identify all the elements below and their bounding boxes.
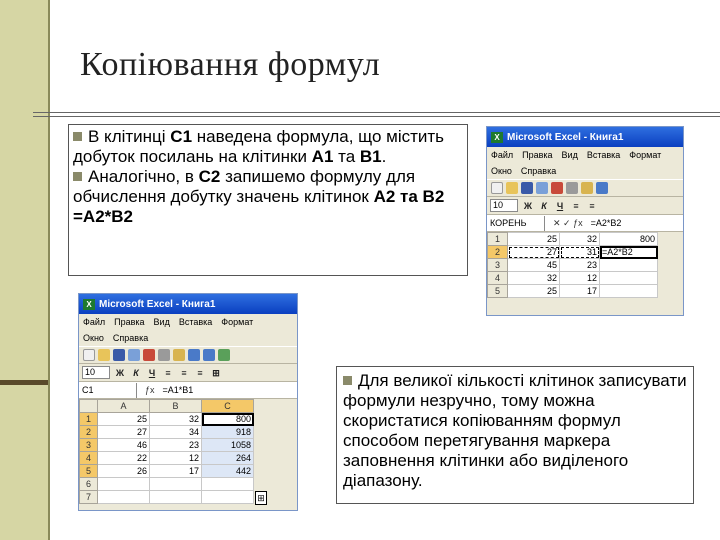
column-header-c[interactable]: C xyxy=(202,400,254,413)
cell-c2[interactable]: 918 xyxy=(202,426,254,439)
font-size-box[interactable]: 10 xyxy=(82,366,110,379)
text-run: та xyxy=(333,147,360,166)
cell-c3[interactable] xyxy=(600,259,658,272)
underline-icon[interactable]: Ч xyxy=(148,367,156,378)
cut-icon[interactable] xyxy=(158,349,170,361)
paste-icon[interactable] xyxy=(581,182,593,194)
cell-c6[interactable] xyxy=(202,478,254,491)
cell-b4[interactable]: 12 xyxy=(150,452,202,465)
row-header[interactable]: 6 xyxy=(80,478,98,491)
cell-c1[interactable]: 800 xyxy=(600,233,658,246)
table-row xyxy=(488,233,658,246)
font-size-box[interactable]: 10 xyxy=(490,199,518,212)
cell-a5[interactable]: 25 xyxy=(508,285,560,298)
menu-view[interactable]: Вид xyxy=(153,317,170,327)
excel-window-title: Microsoft Excel - Книга1 xyxy=(507,131,624,143)
open-folder-icon[interactable] xyxy=(506,182,518,194)
column-header-row xyxy=(80,400,254,413)
row-header[interactable]: 3 xyxy=(80,439,98,452)
name-box[interactable]: КОРЕНЬ xyxy=(487,216,545,231)
formatting-toolbar xyxy=(79,364,297,382)
slide-left-accent xyxy=(0,380,48,385)
column-header-a[interactable]: A xyxy=(98,400,150,413)
menu-help[interactable]: Справка xyxy=(520,166,557,176)
excel-titlebar xyxy=(487,127,683,147)
cell-b6[interactable] xyxy=(150,478,202,491)
excel-window-large xyxy=(78,293,298,511)
cell-a7[interactable] xyxy=(98,491,150,504)
table-row xyxy=(80,426,254,439)
formatting-toolbar xyxy=(487,197,683,215)
excel-titlebar xyxy=(79,294,297,314)
spelling-icon[interactable] xyxy=(143,349,155,361)
cell-b5[interactable]: 17 xyxy=(150,465,202,478)
table-row xyxy=(80,465,254,478)
row-header[interactable]: 4 xyxy=(80,452,98,465)
text-run: Аналогічно, в xyxy=(88,167,199,186)
table-row xyxy=(80,413,254,426)
menu-format[interactable]: Формат xyxy=(221,317,254,327)
menu-insert[interactable]: Вставка xyxy=(178,317,213,327)
cell-c4[interactable] xyxy=(600,272,658,285)
bullet-square-icon xyxy=(73,172,82,181)
align-left-icon[interactable]: ≡ xyxy=(165,367,171,378)
row-header[interactable]: 3 xyxy=(488,259,508,272)
italic-icon[interactable]: К xyxy=(541,200,547,211)
cell-c2[interactable]: =А2*В2 xyxy=(600,246,658,259)
standard-toolbar xyxy=(487,179,683,197)
cell-a1[interactable]: 25 xyxy=(508,233,560,246)
title-divider xyxy=(33,116,720,117)
redo-icon[interactable] xyxy=(203,349,215,361)
fx-icon[interactable]: ƒx xyxy=(145,385,155,395)
menu-file[interactable]: Файл xyxy=(491,150,514,160)
underline-icon[interactable]: Ч xyxy=(556,200,564,211)
cell-ref: С1 xyxy=(170,127,193,146)
open-folder-icon[interactable] xyxy=(98,349,110,361)
row-header[interactable]: 5 xyxy=(488,285,508,298)
row-header[interactable]: 2 xyxy=(488,246,508,259)
bullet-square-icon xyxy=(343,376,352,385)
table-row xyxy=(80,478,254,491)
column-header-b[interactable]: B xyxy=(150,400,202,413)
table-row xyxy=(80,491,254,504)
cell-b2[interactable]: 31 xyxy=(560,246,600,259)
explanation-textbox-2 xyxy=(336,366,694,504)
formula-input[interactable]: =А2*В2 xyxy=(590,218,622,228)
italic-icon[interactable]: К xyxy=(133,367,139,378)
autofill-options-icon[interactable]: ⊞ xyxy=(255,491,267,505)
menu-file[interactable]: Файл xyxy=(83,317,106,327)
cell-c7[interactable] xyxy=(202,491,254,504)
excel-menubar xyxy=(79,314,297,330)
bold-icon[interactable]: Ж xyxy=(115,367,125,378)
cell-c4[interactable]: 264 xyxy=(202,452,254,465)
text-run: запишемо формулу для обчислення добутку значень клітинок xyxy=(73,167,416,206)
cell-a2[interactable]: 27 xyxy=(508,246,560,259)
row-header[interactable]: 4 xyxy=(488,272,508,285)
table-row xyxy=(80,439,254,452)
table-row xyxy=(80,452,254,465)
title-divider xyxy=(33,112,720,113)
formula-bar xyxy=(79,382,297,399)
cell-a4[interactable]: 32 xyxy=(508,272,560,285)
hyperlink-icon[interactable] xyxy=(218,349,230,361)
menu-view[interactable]: Вид xyxy=(561,150,578,160)
table-row xyxy=(488,259,658,272)
menu-help[interactable]: Справка xyxy=(112,333,149,343)
row-header[interactable]: 1 xyxy=(80,413,98,426)
cell-ref: А1 xyxy=(311,147,334,166)
excel-menubar-row2 xyxy=(79,330,297,346)
fx-icon[interactable]: ✕ ✓ ƒx xyxy=(553,217,583,228)
formula-input[interactable]: =А1*В1 xyxy=(162,385,194,395)
new-file-icon[interactable] xyxy=(491,182,503,194)
align-center-icon[interactable]: ≡ xyxy=(589,200,595,211)
undo-icon[interactable] xyxy=(596,182,608,194)
row-header[interactable]: 1 xyxy=(488,233,508,246)
print-icon[interactable] xyxy=(128,349,140,361)
select-all-corner[interactable] xyxy=(80,400,98,413)
cell-a6[interactable] xyxy=(98,478,150,491)
paste-icon[interactable] xyxy=(173,349,185,361)
slide-left-line xyxy=(48,0,50,540)
cell-b2[interactable]: 34 xyxy=(150,426,202,439)
new-file-icon[interactable] xyxy=(83,349,95,361)
menu-format[interactable]: Формат xyxy=(629,150,662,160)
menu-window[interactable]: Окно xyxy=(83,333,104,343)
table-row xyxy=(488,246,658,259)
formula-bar xyxy=(487,215,683,232)
cell-b3[interactable]: 23 xyxy=(560,259,600,272)
cell-b7[interactable] xyxy=(150,491,202,504)
text-run: . xyxy=(381,147,387,166)
bold-icon[interactable]: Ж xyxy=(523,200,533,211)
cell-a1[interactable]: 25 xyxy=(98,413,150,426)
align-right-icon[interactable]: ≡ xyxy=(197,367,203,378)
menu-window[interactable]: Окно xyxy=(491,166,512,176)
table-row xyxy=(488,285,658,298)
row-header[interactable]: 7 xyxy=(80,491,98,504)
cell-a3[interactable]: 46 xyxy=(98,439,150,452)
cell-a2[interactable]: 27 xyxy=(98,426,150,439)
cell-a3[interactable]: 45 xyxy=(508,259,560,272)
bullet-square-icon xyxy=(73,132,82,141)
spreadsheet-grid xyxy=(79,399,254,504)
align-left-icon[interactable]: ≡ xyxy=(573,200,579,211)
cut-icon[interactable] xyxy=(566,182,578,194)
save-icon[interactable] xyxy=(521,182,533,194)
excel-window-small xyxy=(486,126,684,316)
excel-menubar xyxy=(487,147,683,163)
bullet-paragraph-2 xyxy=(73,167,463,227)
cell-c3[interactable]: 1058 xyxy=(202,439,254,452)
menu-edit[interactable]: Правка xyxy=(522,150,553,160)
explanation-textbox xyxy=(68,124,468,276)
text-run: наведена формула, що містить добуток посилань на клітинки xyxy=(73,127,445,166)
cell-c1[interactable]: 800 xyxy=(202,413,254,426)
spelling-icon[interactable] xyxy=(551,182,563,194)
cell-a4[interactable]: 22 xyxy=(98,452,150,465)
cell-c5[interactable]: 442 xyxy=(202,465,254,478)
cell-ref: С2 xyxy=(198,167,221,186)
excel-menubar-row2 xyxy=(487,163,683,179)
undo-icon[interactable] xyxy=(188,349,200,361)
row-header[interactable]: 5 xyxy=(80,465,98,478)
excel-app-icon: X xyxy=(83,299,95,310)
cell-c5[interactable] xyxy=(600,285,658,298)
slide-title: Копіювання формул xyxy=(80,46,381,83)
excel-app-icon: X xyxy=(491,132,503,143)
cell-a5[interactable]: 26 xyxy=(98,465,150,478)
print-icon[interactable] xyxy=(536,182,548,194)
excel-window-title: Microsoft Excel - Книга1 xyxy=(99,298,216,310)
table-row xyxy=(488,272,658,285)
spreadsheet-grid xyxy=(487,232,658,298)
cell-b1[interactable]: 32 xyxy=(560,233,600,246)
menu-insert[interactable]: Вставка xyxy=(586,150,621,160)
cell-b4[interactable]: 12 xyxy=(560,272,600,285)
paragraph-text: Для великої кількості клітинок записувати формули незручно, тому можна скористатися копіюванням формул способом перетягування маркера заповнення клітинки або виділеного діапазону. xyxy=(343,371,687,490)
cell-b3[interactable]: 23 xyxy=(150,439,202,452)
cell-ref: В1 xyxy=(359,147,382,166)
formula-example: А2 та В2 =А2*В2 xyxy=(73,187,445,226)
slide-left-band xyxy=(0,0,48,540)
merge-center-icon[interactable]: ⊞ xyxy=(212,367,220,378)
row-header[interactable]: 2 xyxy=(80,426,98,439)
align-center-icon[interactable]: ≡ xyxy=(181,367,187,378)
cell-b1[interactable]: 32 xyxy=(150,413,202,426)
menu-edit[interactable]: Правка xyxy=(114,317,145,327)
name-box[interactable]: С1 xyxy=(79,383,137,398)
cell-b5[interactable]: 17 xyxy=(560,285,600,298)
standard-toolbar xyxy=(79,346,297,364)
bullet-paragraph-1 xyxy=(73,127,463,167)
save-icon[interactable] xyxy=(113,349,125,361)
text-run: В клітинці xyxy=(88,127,171,146)
